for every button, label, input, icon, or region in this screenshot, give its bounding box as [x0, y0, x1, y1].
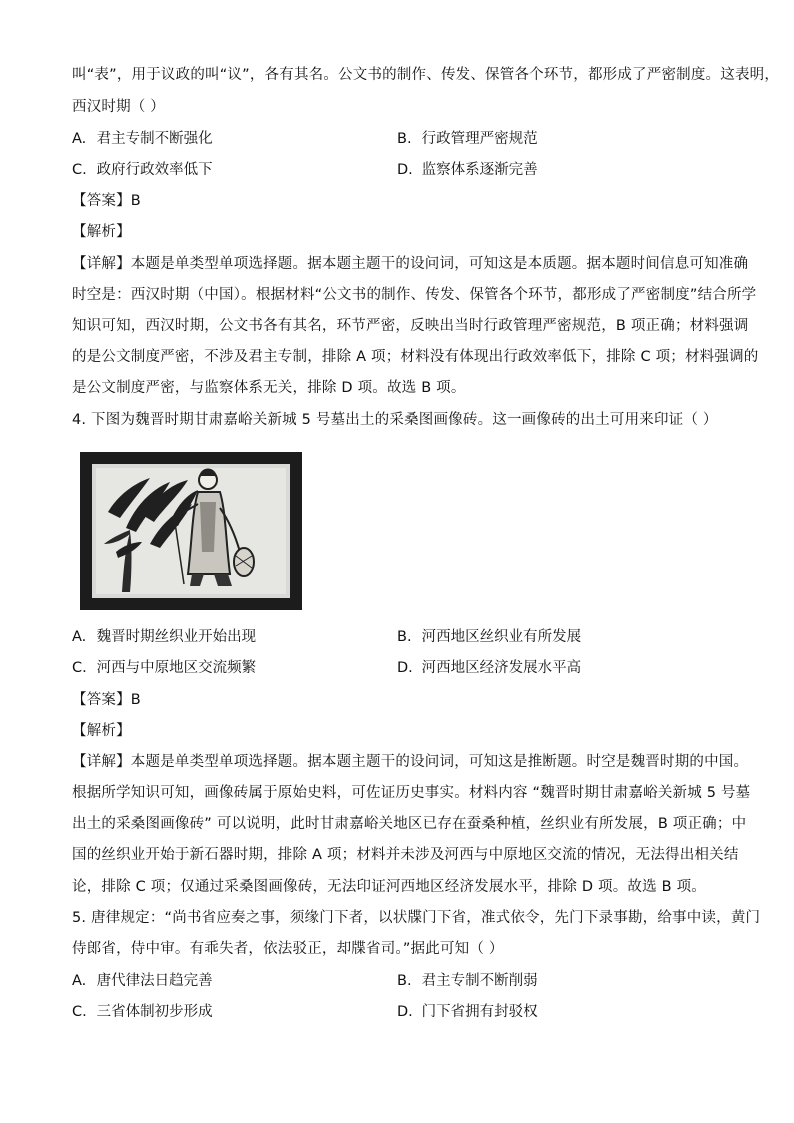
q5-option-c	[72, 1001, 213, 1023]
q3-detail-line: 知识可知，西汉时期，公文书各有其名，环节严密，反映出当时行政管理严密规范，B 项正确；材料强调	[72, 318, 749, 334]
q4-answer: 【答案】B	[72, 692, 141, 708]
q3-option-c	[72, 159, 213, 181]
option-text: 唐代律法日趋完善	[96, 973, 213, 989]
option-text: 河西地区丝织业有所发展	[421, 629, 582, 645]
q5-option-b	[397, 970, 538, 992]
q5-stem-line1: 5. 唐律规定：“尚书省应奏之事，须缘门下者，以状牒门下省，准式依令，先门下录事勘，给事中读，黄门	[72, 910, 761, 926]
q3-detail-line: 【详解】本题是单类型单项选择题。据本题主题干的设问词，可知这是本质题。据本题时间信息可知准确	[72, 256, 749, 272]
option-letter: B.	[397, 131, 412, 147]
option-letter: A.	[72, 973, 87, 989]
option-letter: A.	[72, 629, 87, 645]
q4-option-a	[72, 626, 256, 648]
option-letter: C.	[72, 660, 87, 676]
q4-analysis-label: 【解析】	[72, 723, 131, 739]
q4-stem: 4. 下图为魏晋时期甘肃嘉峪关新城 5 号墓出土的采桑图画像砖。这一画像砖的出土可用来印证（ ）	[72, 412, 718, 428]
option-text: 三省体制初步形成	[96, 1004, 213, 1020]
option-letter: A.	[72, 131, 87, 147]
q3-analysis-label: 【解析】	[72, 224, 131, 240]
option-letter: C.	[72, 162, 87, 178]
option-text: 行政管理严密规范	[421, 131, 538, 147]
q5-option-a	[72, 970, 213, 992]
q3-detail-line: 的是公文制度严密，不涉及君主专制，排除 A 项；材料没有体现出行政效率低下，排除 C 项；材料强调的	[72, 349, 759, 365]
q3-stem-line1: 叫“表”，用于议政的叫“议”，各有其名。公文书的制作、传发、保管各个环节，都形成了严密制度。这表明，	[72, 67, 780, 83]
option-text: 河西与中原地区交流频繁	[96, 660, 257, 676]
q3-detail-line: 是公文制度严密，与监察体系无关，排除 D 项。故选 B 项。	[72, 380, 466, 396]
q5-stem-line2: 侍郎省，侍中审。有乖失者，依法驳正，却牒省司。”据此可知（ ）	[72, 941, 504, 957]
mulberry-picking-brick-picture	[80, 452, 302, 610]
q4-detail-line: 根据所学知识可知，画像砖属于原始史料，可佐证历史事实。材料内容 “魏晋时期甘肃嘉峪关新城 5 号墓	[72, 785, 751, 801]
option-letter: C.	[72, 1004, 87, 1020]
option-letter: B.	[397, 973, 412, 989]
option-letter: B.	[397, 629, 412, 645]
option-letter: D.	[397, 660, 413, 676]
q4-detail-line: 论，排除 C 项；仅通过采桑图画像砖，无法印证河西地区经济发展水平，排除 D 项。故选 B 项。	[72, 879, 706, 895]
q4-option-d	[397, 657, 581, 679]
q4-detail-line: 【详解】本题是单类型单项选择题。据本题主题干的设问词，可知这是推断题。时空是魏晋时期的中国。	[72, 754, 749, 770]
q4-detail-line: 出土的采桑图画像砖” 可以说明，此时甘肃嘉峪关地区已存在蚕桑种植，丝织业有所发展，B 项正确；中	[72, 816, 747, 832]
option-text: 君主专制不断强化	[96, 131, 213, 147]
option-text: 君主专制不断削弱	[421, 973, 538, 989]
brick-relief-image	[80, 452, 302, 610]
q4-option-c	[72, 657, 256, 679]
q3-detail-line: 时空是：西汉时期（中国）。根据材料“公文书的制作、传发、保管各个环节，都形成了严密制度”结合所学	[72, 287, 757, 303]
option-text: 魏晋时期丝织业开始出现	[96, 629, 257, 645]
q4-detail-line: 国的丝织业开始于新石器时期，排除 A 项；材料并未涉及河西与中原地区交流的情况，无法得出相关结	[72, 847, 739, 863]
q3-option-d	[397, 159, 538, 181]
q5-option-d	[397, 1001, 538, 1023]
option-text: 门下省拥有封驳权	[421, 1004, 538, 1020]
option-text: 监察体系逐渐完善	[421, 162, 538, 178]
q3-answer: 【答案】B	[72, 193, 141, 209]
option-text: 河西地区经济发展水平高	[421, 660, 582, 676]
q3-option-a	[72, 128, 213, 150]
option-letter: D.	[397, 1004, 413, 1020]
option-text: 政府行政效率低下	[96, 162, 213, 178]
q4-option-b	[397, 626, 581, 648]
option-letter: D.	[397, 162, 413, 178]
q3-option-b	[397, 128, 538, 150]
q3-stem-line2: 西汉时期（ ）	[72, 99, 166, 115]
